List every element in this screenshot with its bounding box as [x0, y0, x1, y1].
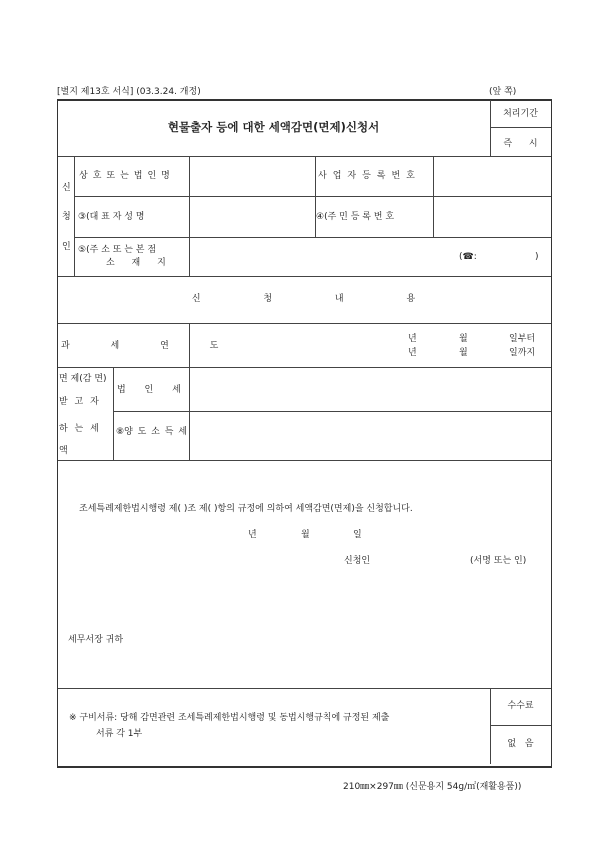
period-from-day: 일부터	[509, 334, 536, 344]
company-name-field[interactable]	[190, 157, 314, 195]
declaration-text: 조세특례제한법시행령 제( )조 제( )항의 규정에 의하여 세액감면(면제)을 신청합니다.	[79, 504, 413, 514]
business-number-field[interactable]	[434, 157, 550, 195]
row-line	[58, 276, 551, 277]
period-from-year: 년	[408, 334, 417, 344]
tax-office-field[interactable]	[58, 630, 66, 650]
processing-divider	[490, 127, 551, 128]
content-header: 신 청 내 용	[191, 294, 416, 304]
corporate-tax-label: 법 인 세	[117, 385, 181, 395]
addressee: 세무서장 귀하	[68, 635, 124, 645]
tax-year-label: 과 세 연 도	[61, 341, 219, 351]
row-line	[58, 460, 551, 461]
phone-close: )	[535, 252, 539, 262]
period-to-month: 월	[459, 348, 468, 358]
exempt-side-divider	[113, 367, 114, 460]
form-title: 현물출자 등에 대한 세액감면(면제)신청서	[167, 120, 380, 134]
required-docs-line-2: 서류 각 1부	[96, 729, 143, 739]
representative-field[interactable]	[190, 197, 314, 236]
phone-label: (☎:	[459, 252, 477, 262]
transfer-tax-label: ⑧양 도 소 득 세	[116, 427, 187, 437]
applicant-side-2: 청	[62, 212, 71, 222]
exempt-side-3: 하 는 세	[59, 424, 99, 434]
date-month: 월	[301, 530, 310, 540]
exempt-side-1: 면 제(감 면)	[59, 374, 107, 384]
period-to-year: 년	[408, 348, 417, 358]
fee-label: 수수료	[507, 701, 534, 711]
exempt-side-4: 액	[59, 446, 68, 456]
fee-divider	[490, 688, 491, 764]
applicant-signature-label: 신청인	[344, 556, 371, 566]
business-number-label: 사업자등록번호	[318, 171, 421, 181]
signature-hint: (서명 또는 인)	[470, 556, 527, 566]
label-divider	[189, 323, 190, 367]
representative-label: ③(대 표 자 성 명	[78, 212, 145, 222]
company-name-label: 상호또는법인명	[79, 171, 175, 181]
row-line	[58, 688, 551, 689]
date-day: 일	[353, 530, 362, 540]
page-side: (앞 쪽)	[489, 87, 517, 97]
fee-row-line	[490, 725, 551, 726]
required-docs-line-1: ※ 구비서류: 당해 감면관련 조세특례제한법시행령 및 동법시행규칙에 규정된 제출	[69, 713, 390, 723]
exempt-side-2: 받 고 자	[59, 397, 99, 407]
fee-value: 없 음	[507, 739, 534, 749]
transfer-tax-field[interactable]	[190, 412, 550, 459]
resident-number-field[interactable]	[434, 197, 550, 236]
resident-number-label: ④(주 민 등 록 번 호	[316, 212, 395, 222]
address-label-2: 소 재 지	[106, 258, 166, 268]
paper-spec: 210㎜×297㎜ (신문용지 54g/㎡(재활용품))	[343, 782, 522, 792]
applicant-side-divider	[74, 156, 75, 276]
period-to-day: 일까지	[509, 348, 536, 358]
processing-label: 처리기간	[503, 109, 538, 119]
applicant-side-1: 신	[62, 183, 71, 193]
signature-area[interactable]	[390, 550, 465, 570]
processing-value: 즉 시	[503, 139, 538, 149]
row-line	[58, 323, 551, 324]
corporate-tax-field[interactable]	[190, 368, 550, 411]
form-code: [별지 제13호 서식] (03.3.24. 개정)	[57, 87, 201, 97]
date-year: 년	[248, 530, 257, 540]
period-from-month: 월	[459, 334, 468, 344]
address-field[interactable]	[190, 238, 550, 275]
applicant-side-3: 인	[62, 242, 71, 252]
address-label-1: ⑤(주 소 또 는 본 점	[78, 245, 157, 255]
